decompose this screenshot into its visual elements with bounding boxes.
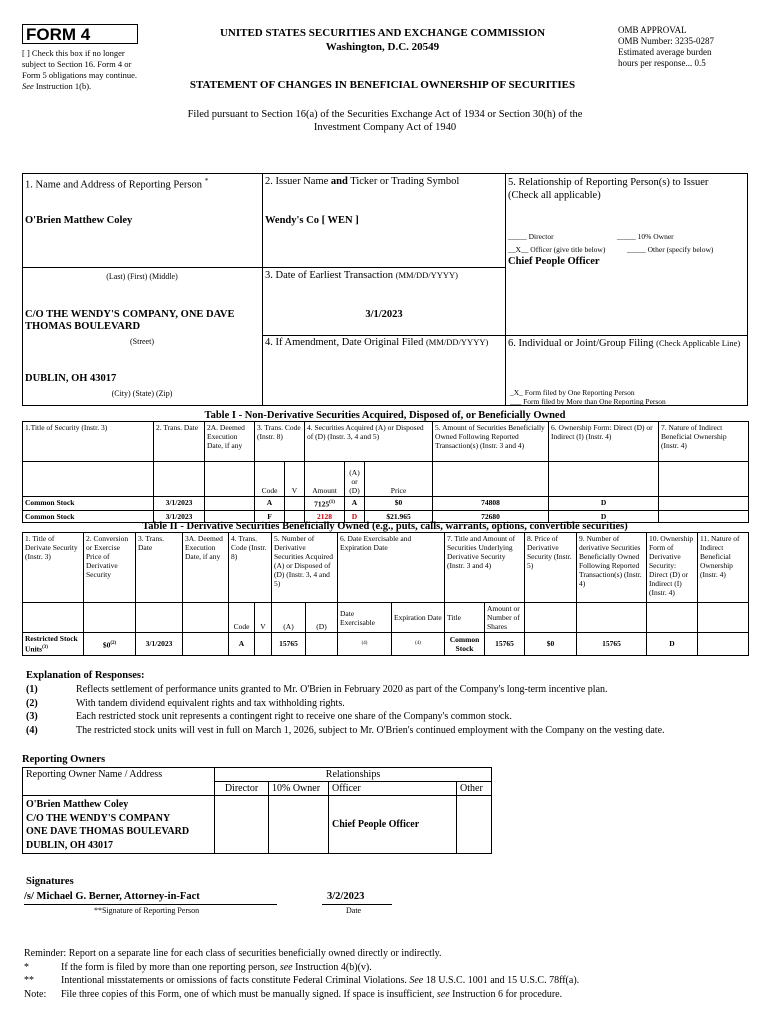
t1-subheader-v: V <box>285 462 305 497</box>
form-title-box <box>22 24 138 44</box>
t1-subheader-amount: Amount <box>305 462 345 497</box>
table-row: O'Brien Matthew Coley C/O THE WENDY'S COMPANY ONE DAVE THOMAS BOULEVARD DUBLIN, OH 43017 Chief People Officer <box>23 796 492 854</box>
table-row: Common Stock 3/1/2023 F 2128 D $21.965 72680 D <box>23 510 749 522</box>
owners-heading: Reporting Owners <box>22 754 106 765</box>
relationship-director: _____ Director <box>508 232 554 241</box>
officer-title: Chief People Officer <box>508 256 600 267</box>
t1-subheader-aord: (A) or (D) <box>345 462 365 497</box>
signer-name: /s/ Michael G. Berner, Attorney-in-Fact <box>24 891 200 902</box>
t2-header-date: 3. Trans. Date <box>136 533 183 603</box>
statement-title: STATEMENT OF CHANGES IN BENEFICIAL OWNERSHIP OF SECURITIES <box>189 79 576 91</box>
t2-header-conversion: 2. Conversion or Exercise Price of Derivative Security <box>84 533 136 603</box>
t2-header-ownership: 10. Ownership Form of Derivative Security: Direct (D) or Indirect (I) (Instr. 4) <box>647 533 698 603</box>
table-row: Restricted Stock Units$^{(3)}$ $0$^{(2)}$ 3/1/2023 A 15765 (4) (4) Common Stock 15765 $0 15765 D <box>23 633 749 656</box>
street-caption: (Street) <box>130 337 154 346</box>
t2-header-deemed: 3A. Deemed Execution Date, if any <box>183 533 229 603</box>
list-item: (2) With tandem dividend equivalent rights and tax withholding rights. <box>26 697 345 709</box>
agency-name: UNITED STATES SECURITIES AND EXCHANGE COMMISSION <box>219 27 546 39</box>
t1-header-acquired: 4. Securities Acquired (A) or Disposed of (D) (Instr. 3, 4 and 5) <box>305 422 433 462</box>
box2-label: 2. Issuer Name and Ticker or Trading Symbol <box>265 176 460 187</box>
form-title: FORM 4 <box>26 25 91 44</box>
t2-subheader-a: (A) <box>272 603 306 633</box>
filing-more-persons: ___ Form filed by More than One Reporting Person <box>510 397 666 406</box>
table1 <box>22 421 749 523</box>
t2-header-title: 1. Title of Derivate Security (Instr. 3) <box>23 533 84 603</box>
t1-header-title: 1.Title of Security (Instr. 3) <box>23 422 154 462</box>
footer-notes: Reminder: Report on a separate line for each class of securities beneficially owned directly or indirectly. * If the form is filed by more than one reporting person, see Instruction 4(b)(v). ** Intentional misstatements or omissions of facts constitute Federal Criminal Violations. See 18 U.S.C. 1001 and 15 U.S.C. 78ff(a). Note: File three copies of this Form, one of which must be manually signed. If space is insufficient, see Instruction 6 for procedure. <box>24 947 759 1001</box>
t2-header-owned: 9. Number of derivative Securities Beneficially Owned Following Reported Transaction(s) (Instr. 4) <box>577 533 647 603</box>
relationship-owner: _____ 10% Owner <box>617 232 674 241</box>
t1-subheader-price: Price <box>365 462 433 497</box>
reporting-city: DUBLIN, OH 43017 <box>25 373 117 384</box>
checkbox-notice: [ ] Check this box if no longer subject to Section 16. Form 4 or Form 5 obligations may continue. See Instruction 1(b). <box>22 48 137 91</box>
owners-col-name: Reporting Owner Name / Address <box>23 768 215 782</box>
t2-header-number: 5. Number of Derivative Securities Acquired (A) or Disposed of (D) (Instr. 3, 4 and 5) <box>272 533 338 603</box>
filing-one-person: _X_ Form filed by One Reporting Person <box>510 388 635 397</box>
t1-header-ownership: 6. Ownership Form: Direct (D) or Indirect (I) (Instr. 4) <box>549 422 659 462</box>
signatures-heading: Signatures <box>26 876 74 887</box>
list-item: (3) Each restricted stock unit represents a contingent right to receive one share of the Company's common stock. <box>26 711 512 722</box>
t2-header-nature: 11. Nature of Indirect Beneficial Ownership (Instr. 4) <box>698 533 749 603</box>
reminder: Reminder: Report on a separate line for each class of securities beneficially owned directly or indirectly. <box>24 948 442 959</box>
signer-caption: **Signature of Reporting Person <box>94 906 200 915</box>
name-caption: (Last) (First) (Middle) <box>106 272 178 281</box>
t2-subheader-exp: Expiration Date <box>392 603 445 633</box>
t2-header-code: 4. Trans. Code (Instr. 8) <box>229 533 272 603</box>
relationship-other: _____ Other (specify below) <box>627 245 714 254</box>
t2-subheader-date-ex: Date Exercisable <box>338 603 392 633</box>
t2-subheader-title: Title <box>445 603 485 633</box>
explanation-list <box>26 683 756 737</box>
reporting-frame <box>22 173 748 406</box>
owners-col-other: Other <box>457 782 492 796</box>
reporting-street: C/O THE WENDY'S COMPANY, ONE DAVE THOMAS BOULEVARD <box>25 309 235 332</box>
box3-label: 3. Date of Earliest Transaction (MM/DD/YYYY) <box>265 270 458 281</box>
box5-label: 5. Relationship of Reporting Person(s) to Issuer (Check all applicable) <box>508 177 709 201</box>
t2-subheader-v: V <box>255 603 272 633</box>
t1-header-code: 3. Trans. Code (Instr. 8) <box>255 422 305 462</box>
relationship-officer: __X__ Officer (give title below) <box>508 245 606 254</box>
filed-pursuant: Filed pursuant to Section 16(a) of the Securities Exchange Act of 1934 or Section 30(h) of the Investment Company Act of 1940 <box>187 109 583 133</box>
t2-subheader-code: Code <box>229 603 255 633</box>
explanation-heading: Explanation of Responses: <box>26 670 145 681</box>
owners-col-relationships: Relationships <box>215 768 492 782</box>
t1-header-nature: 7. Nature of Indirect Beneficial Ownership (Instr. 4) <box>659 422 749 462</box>
agency-location: Washington, D.C. 20549 <box>325 41 440 53</box>
t1-header-date: 2. Trans. Date <box>154 422 205 462</box>
signature-date: 3/2/2023 <box>327 891 365 902</box>
list-item: (4) The restricted stock units will vest in full on March 1, 2026, subject to Mr. O'Brien's continued employment with the Company on the vesting date. <box>26 724 665 736</box>
reporting-person-name: O'Brien Matthew Coley <box>25 215 133 226</box>
box1-label: 1. Name and Address of Reporting Person * <box>25 176 209 191</box>
table2-title: Table II - Derivative Securities Beneficially Owned (e.g., puts, calls, warrants, options, convertible securities) <box>142 521 628 532</box>
list-item: (1) Reflects settlement of performance units granted to Mr. O'Brien in February 2020 as part of the Company's long-term incentive plan. <box>26 684 608 695</box>
omb-approval: OMB APPROVAL OMB Number: 3235-0287 Estimated average burden hours per response... 0.5 <box>618 25 714 68</box>
issuer-name: Wendy's Co [ WEN ] <box>265 215 359 226</box>
t2-subheader-d: (D) <box>306 603 338 633</box>
box6-label: 6. Individual or Joint/Group Filing (Check Applicable Line) <box>508 338 741 349</box>
owners-col-officer: Officer <box>329 782 457 796</box>
t1-subheader-code: Code <box>255 462 285 497</box>
date-caption: Date <box>346 906 362 915</box>
owners-col-owner: 10% Owner <box>269 782 329 796</box>
owners-col-director: Director <box>215 782 269 796</box>
city-caption: (City) (State) (Zip) <box>111 389 173 398</box>
box4-label: 4. If Amendment, Date Original Filed (MM/DD/YYYY) <box>265 337 489 348</box>
t2-header-exercisable: 6. Date Exercisable and Expiration Date <box>338 533 445 603</box>
earliest-transaction-date: 3/1/2023 <box>365 309 403 320</box>
t1-header-amount-owned: 5. Amount of Securities Beneficially Owned Following Reported Transaction(s) (Instr. 3 and 4) <box>433 422 549 462</box>
t2-header-price: 8. Price of Derivative Security (Instr. 5) <box>525 533 577 603</box>
table1-title: Table I - Non-Derivative Securities Acquired, Disposed of, or Beneficially Owned <box>204 410 566 421</box>
t2-header-underlying: 7. Title and Amount of Securities Underlying Derivative Security (Instr. 3 and 4) <box>445 533 525 603</box>
table2 <box>22 532 749 656</box>
table-row: Common Stock 3/1/2023 A 7125$^{(1)}$ A $0 74808 D <box>23 497 749 511</box>
t1-header-deemed: 2A. Deemed Execution Date, if any <box>205 422 255 462</box>
t2-subheader-amount: Amount or Number of Shares <box>485 603 525 633</box>
owners-table <box>22 767 492 854</box>
